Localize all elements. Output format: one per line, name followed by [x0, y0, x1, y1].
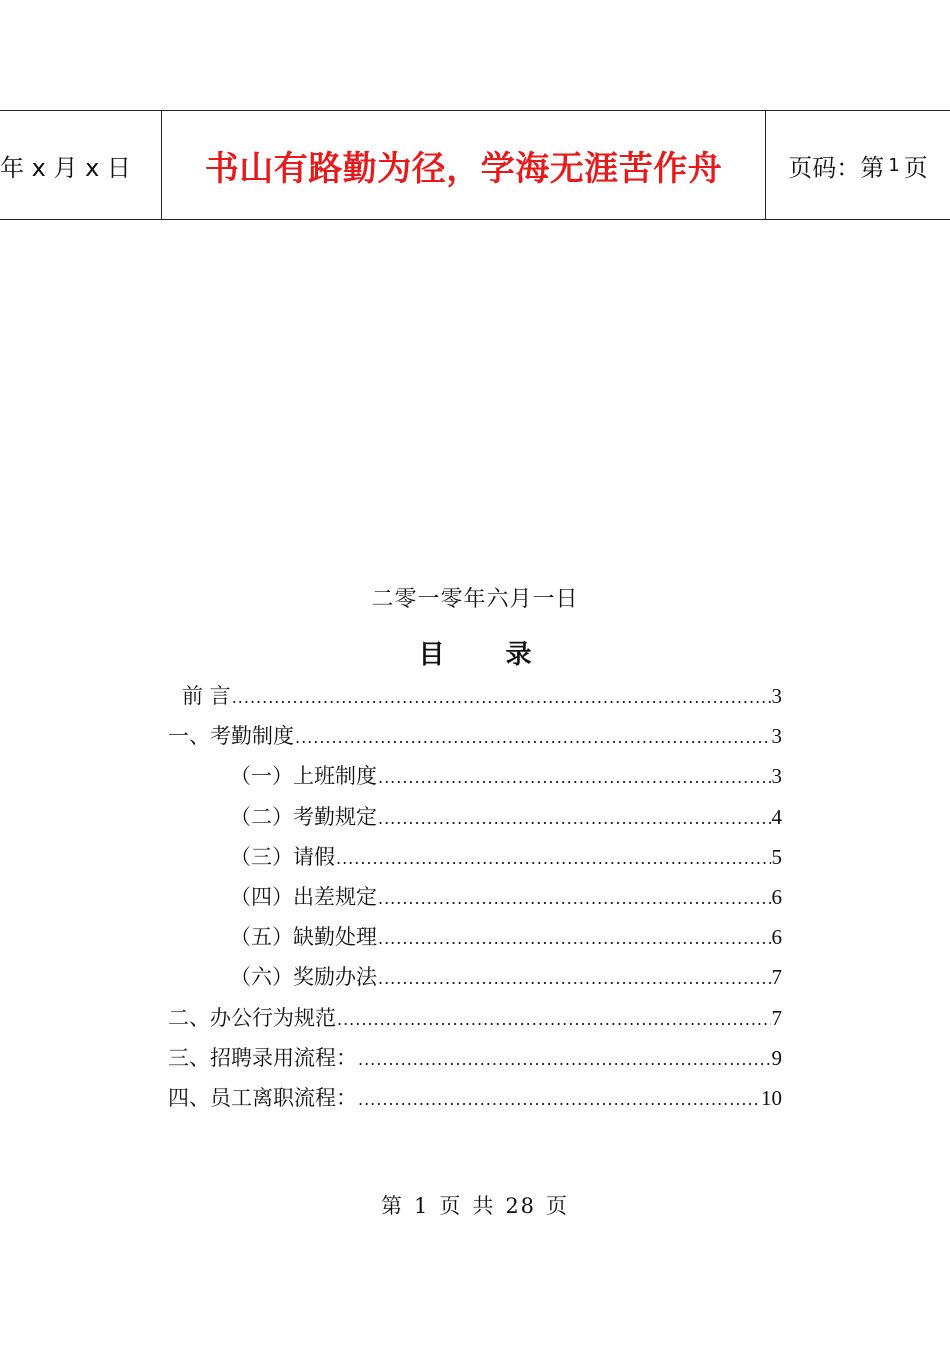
- toc-entry-label: 三、招聘录用流程：: [168, 1045, 357, 1070]
- toc-leader-dots: [295, 718, 771, 758]
- toc-entry-leave[interactable]: [168, 837, 782, 877]
- toc-entry-page: 10: [761, 1085, 782, 1110]
- footer-current-page: 1: [413, 1194, 430, 1218]
- toc-entry-label: 前 言: [182, 684, 231, 708]
- footer-label-di: 第: [380, 1194, 404, 1218]
- toc-title: 目 录: [418, 640, 558, 670]
- toc-entry-page: 4: [771, 804, 782, 829]
- toc-entry-preface[interactable]: [168, 676, 782, 716]
- toc-entry-label: （二）考勤规定: [230, 804, 377, 829]
- toc-entry-label: 二、办公行为规范: [168, 1005, 336, 1030]
- toc-entry-page: 3: [771, 764, 782, 789]
- toc-entry-label: 一、考勤制度: [168, 724, 294, 749]
- header-date: [0, 111, 162, 219]
- toc-leader-dots: [337, 1000, 771, 1040]
- footer-label-gong: 共: [472, 1194, 496, 1218]
- toc-entry-label: （一）上班制度: [230, 764, 377, 789]
- toc-leader-dots: [378, 799, 771, 839]
- table-of-contents: [168, 676, 782, 1118]
- header-motto: [162, 111, 766, 219]
- toc-leader-dots: [378, 758, 771, 798]
- toc-leader-dots: [378, 959, 771, 999]
- toc-entry-label: （三）请假: [230, 844, 335, 869]
- toc-entry-page: 5: [771, 844, 782, 869]
- toc-entry-work-hours[interactable]: [168, 756, 782, 796]
- header-page-prefix: 页码：第: [788, 153, 885, 182]
- toc-leader-dots: [378, 879, 771, 919]
- toc-leader-dots: [378, 919, 771, 959]
- toc-leader-dots: [358, 1040, 771, 1080]
- toc-entry-page: 6: [771, 884, 782, 909]
- toc-entry-page: 7: [771, 965, 782, 990]
- header-motto-text: 书山有路勤为径，学海无涯苦作舟: [204, 148, 723, 189]
- toc-entry-label: 四、员工离职流程：: [168, 1085, 357, 1110]
- toc-leader-dots: [232, 678, 771, 718]
- toc-entry-page: 9: [771, 1045, 782, 1070]
- document-header: [0, 110, 950, 220]
- toc-entry-label: （五）缺勤处理: [230, 925, 377, 950]
- footer-total-pages: 28: [505, 1194, 537, 1218]
- header-page-suffix: 页: [903, 153, 928, 182]
- toc-entry-absence[interactable]: [168, 917, 782, 957]
- toc-entry-page: 3: [771, 724, 782, 749]
- toc-entry-business-trip[interactable]: [168, 877, 782, 917]
- toc-entry-recruitment[interactable]: [168, 1038, 782, 1078]
- toc-entry-office-conduct[interactable]: [168, 998, 782, 1038]
- footer-label-ye: 页: [439, 1194, 463, 1218]
- toc-leader-dots: [358, 1080, 760, 1120]
- header-page-number: [766, 111, 950, 219]
- footer-label-ye2: 页: [546, 1194, 570, 1218]
- toc-entry-page: 3: [771, 684, 782, 708]
- toc-entry-page: 7: [771, 1005, 782, 1030]
- toc-entry-resignation[interactable]: [168, 1078, 782, 1118]
- toc-entry-rewards[interactable]: [168, 957, 782, 997]
- toc-entry-attendance-rules[interactable]: [168, 797, 782, 837]
- toc-entry-page: 6: [771, 925, 782, 950]
- page-footer: [0, 1190, 950, 1220]
- toc-entry-attendance[interactable]: [168, 716, 782, 756]
- toc-leader-dots: [336, 839, 771, 879]
- toc-entry-label: （六）奖励办法: [230, 965, 377, 990]
- header-page-value: 1: [888, 154, 900, 176]
- header-date-text: 年 x 月 x 日: [0, 153, 131, 182]
- toc-entry-label: （四）出差规定: [230, 884, 377, 909]
- cover-date: 二零一零年六月一日: [371, 587, 579, 612]
